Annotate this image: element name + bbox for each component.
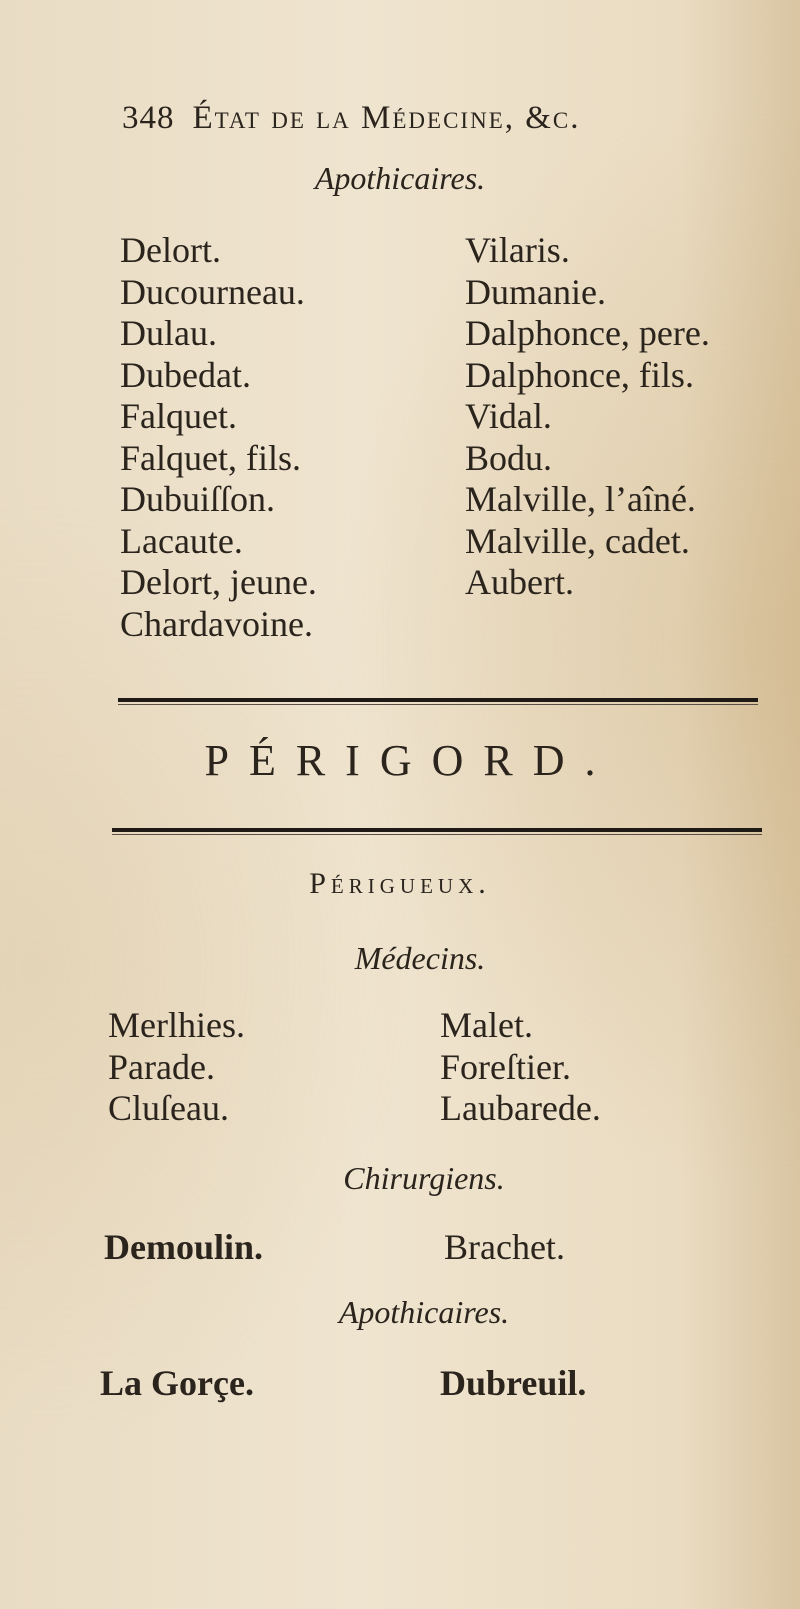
apothicaires-heading: Apothicaires. [314, 160, 486, 196]
list-item: Merlhies. [108, 1005, 245, 1045]
apothicaires-left-column [120, 230, 317, 645]
list-item: Chardavoine. [120, 603, 313, 644]
list-item: Falquet. [120, 396, 237, 436]
province-heading: PÉRIGORD. [204, 736, 616, 785]
top-divider-rule [118, 698, 758, 705]
medecins-right-column [440, 1005, 601, 1130]
list-item: Parade. [108, 1046, 215, 1087]
list-item: Bodu. [465, 437, 553, 478]
apothicaires-right-column [465, 230, 710, 604]
list-item: Aubert. [465, 562, 574, 602]
list-item: Lacaute. [120, 520, 243, 561]
list-item: Dumanie. [465, 271, 606, 312]
list-item: Dulau. [120, 313, 217, 353]
list-item: Delort, jeune. [120, 562, 317, 602]
list-item: Dalphonce, pere. [465, 313, 710, 353]
list-item: Malville, cadet. [465, 520, 690, 561]
list-item: Vidal. [465, 396, 552, 436]
list-item: Dubedat. [120, 354, 251, 395]
list-item: Dalphonce, fils. [465, 354, 694, 395]
medecins-left-column [108, 1005, 245, 1130]
chirurgien-right: Brachet. [444, 1227, 565, 1267]
list-item: Foreſtier. [440, 1046, 571, 1087]
list-item: Malville, l’aîné. [465, 479, 696, 519]
page-number: 348 [122, 100, 175, 136]
list-item: Vilaris. [465, 230, 570, 270]
list-item: Falquet, fils. [120, 437, 301, 478]
medecins-heading: Médecins. [354, 940, 486, 976]
running-head [122, 100, 722, 137]
apothicaire-right: Dubreuil. [440, 1363, 587, 1403]
list-item: Cluſeau. [108, 1088, 229, 1128]
running-title: État de la Médecine, &c. [192, 100, 581, 136]
list-item: Ducourneau. [120, 271, 305, 312]
city-heading: Périgueux. [309, 867, 491, 900]
chirurgien-left: Demoulin. [104, 1227, 264, 1267]
list-item: Dubuiſſon. [120, 479, 276, 519]
list-item: Laubarede. [440, 1088, 601, 1128]
list-item: Malet. [440, 1005, 533, 1045]
apothicaires-perigueux-heading: Apothicaires. [338, 1294, 510, 1330]
list-item: Delort. [120, 230, 221, 270]
apothicaire-left: La Gorçe. [100, 1363, 254, 1403]
bottom-divider-rule [112, 828, 762, 835]
chirurgiens-heading: Chirurgiens. [343, 1160, 505, 1196]
